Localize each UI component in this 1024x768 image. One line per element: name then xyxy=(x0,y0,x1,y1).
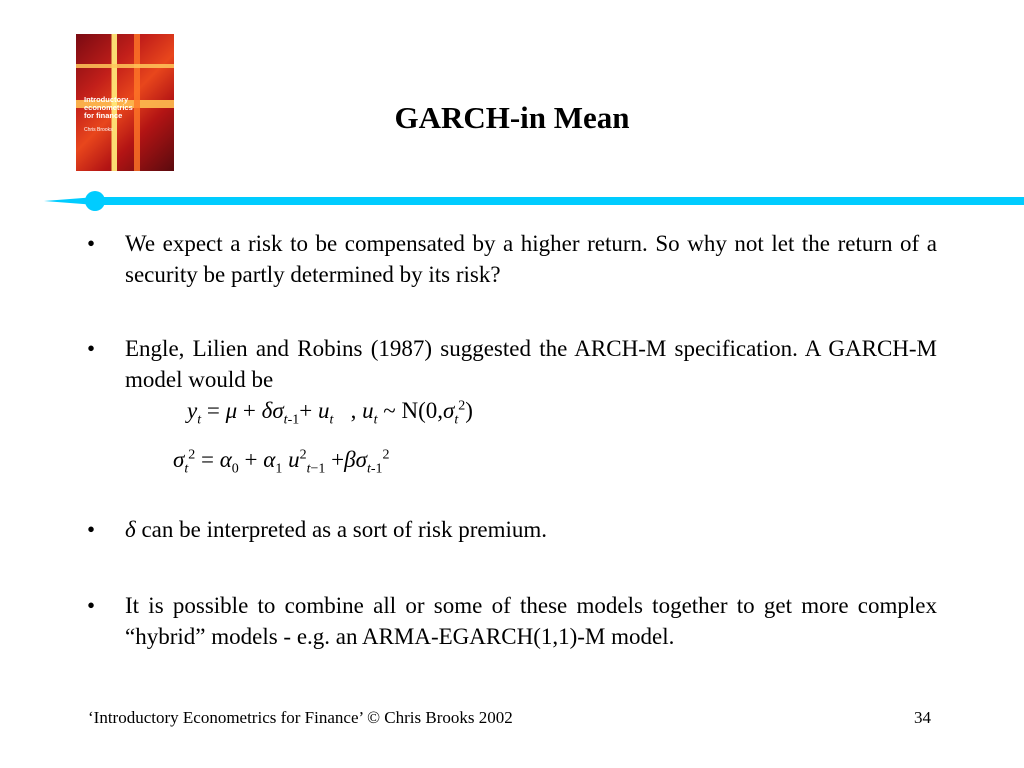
variance-equation: $\sigma_t^2 = \alpha_0 + \alpha_1$ $u^2_{t-1} +\beta\sigma_{t-1}^2$ xyxy=(173,447,390,477)
bullet-item xyxy=(87,590,937,652)
bullet-mark: • xyxy=(87,593,96,618)
bullet-item xyxy=(87,514,937,545)
bullet-text: Engle, Lilien and Robins (1987) suggested the ARCH-M specification. A GARCH-M model would be xyxy=(125,336,937,392)
delta-symbol: δ xyxy=(125,517,136,542)
cover-stripe-horizontal xyxy=(76,64,174,68)
cover-author: Chris Brooks xyxy=(84,127,113,133)
bullet-text: It is possible to combine all or some of these models together to get more complex “hybrid” models - e.g. an ARMA-EGARCH(1,1)-M model. xyxy=(125,593,937,649)
mean-equation: $y_t = \mu + \delta\sigma_{t-1}+ u_t$ , $u_t$ ~ $N(0,\sigma_t^2)$ xyxy=(187,398,473,428)
book-cover-image xyxy=(76,34,174,171)
footer-copyright: ‘Introductory Econometrics for Finance’ © Chris Brooks 2002 xyxy=(88,708,513,727)
slide-title: GARCH-in Mean xyxy=(394,100,630,135)
bullet-mark: • xyxy=(87,517,96,542)
title-divider xyxy=(44,194,1024,208)
cover-title: Introductory econometrics for finance xyxy=(84,95,133,120)
bullet-item xyxy=(87,333,937,395)
bullet-mark: • xyxy=(87,336,96,361)
page-number: 34 xyxy=(914,708,931,727)
bullet-item xyxy=(87,228,937,290)
divider-line xyxy=(94,197,1024,205)
bullet-text: We expect a risk to be compensated by a higher return. So why not let the return of a security be partly determined by its risk? xyxy=(125,231,937,287)
divider-dot xyxy=(85,191,105,211)
bullet-mark: • xyxy=(87,231,96,256)
bullet-text: can be interpreted as a sort of risk premium. xyxy=(135,517,548,542)
